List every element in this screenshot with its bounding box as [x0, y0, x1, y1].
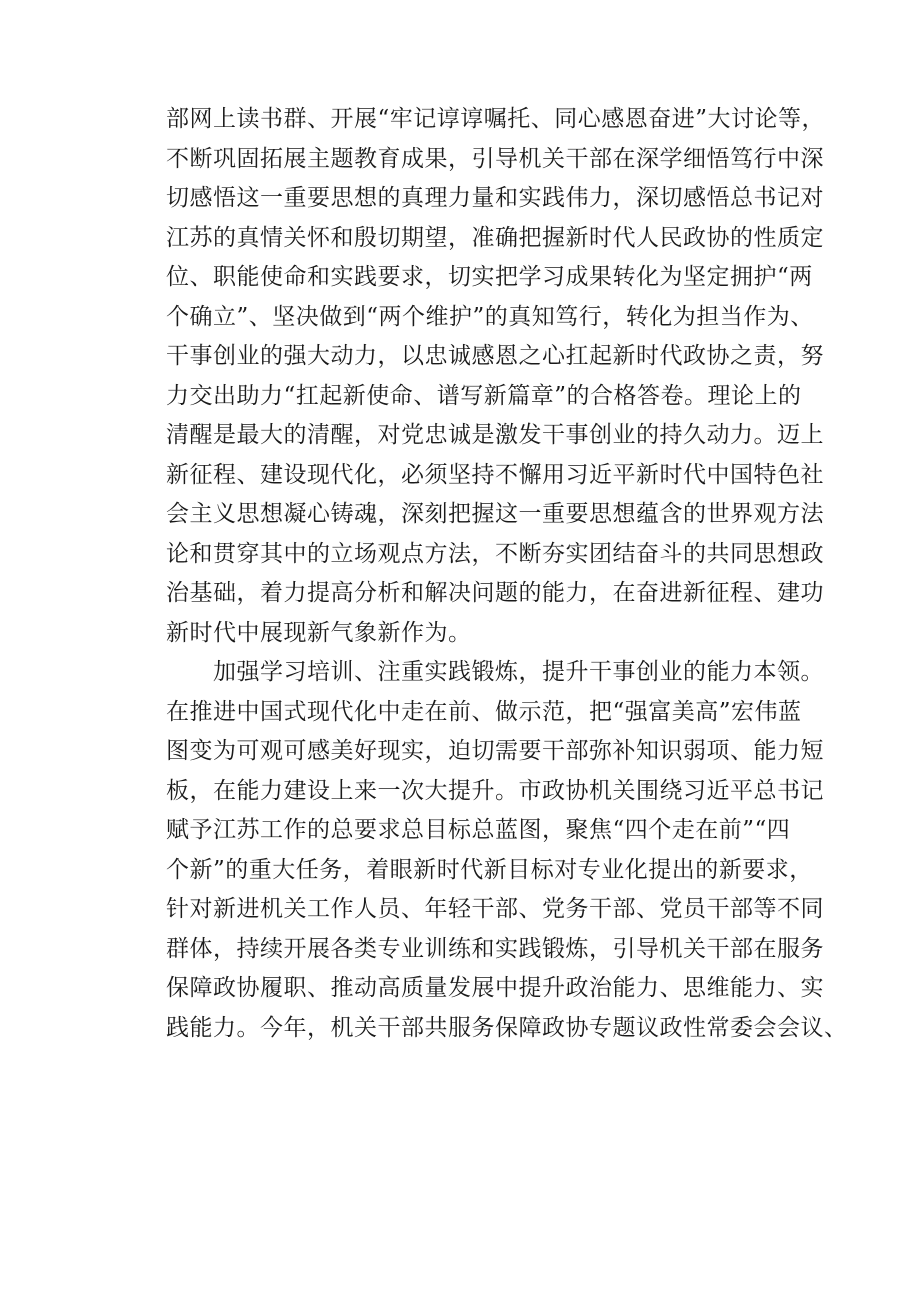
text-line: 部网上读书群、开展“牢记谆谆嘱托、同心感恩奋进”大讨论等，: [166, 106, 826, 132]
text-line: 力交出助力“扛起新使命、谱写新篇章”的合格答卷。理论上的: [166, 382, 802, 409]
text-line: 在推进中国式现代化中走在前、做示范，把“强富美高”宏伟蓝: [166, 698, 802, 725]
body-text: [166, 100, 848, 1048]
text-line: 新时代中展现新气象新作为。: [166, 619, 472, 646]
text-line: 个确立”、坚决做到“两个维护”的真知笃行，转化为担当作为、: [166, 303, 814, 330]
text-line: 江苏的真情关怀和殷切期望，准确把握新时代人民政协的性质定: [166, 224, 824, 251]
text-line: 清醒是最大的清醒，对党忠诚是激发干事创业的持久动力。迈上: [166, 422, 824, 448]
text-line: 赋予江苏工作的总要求总目标总蓝图，聚焦“四个走在前”“四: [166, 817, 791, 843]
text-line: 位、职能使命和实践要求，切实把学习成果转化为坚定拥护“两: [166, 264, 813, 290]
text-line: 新征程、建设现代化，必须坚持不懈用习近平新时代中国特色社: [166, 461, 824, 488]
text-line: 论和贯穿其中的立场观点方法，不断夯实团结奋斗的共同思想政: [166, 540, 824, 567]
paragraph-first-line: 加强学习培训、注重实践锻炼，提升干事创业的能力本领。: [213, 659, 824, 685]
text-line: 群体，持续开展各类专业训练和实践锻炼，引导机关干部在服务: [166, 935, 824, 962]
text-line: 切感悟这一重要思想的真理力量和实践伟力，深切感悟总书记对: [166, 185, 824, 211]
text-line: 保障政协履职、推动高质量发展中提升政治能力、思维能力、实: [166, 975, 824, 1001]
text-line: 会主义思想凝心铸魂，深刻把握这一重要思想蕴含的世界观方法: [166, 501, 824, 527]
text-line: 板，在能力建设上来一次大提升。市政协机关围绕习近平总书记: [166, 777, 824, 804]
text-line: 干事创业的强大动力，以忠诚感恩之心扛起新时代政协之责，努: [166, 343, 824, 369]
text-line: 个新”的重大任务，着眼新时代新目标对专业化提出的新要求，: [166, 856, 813, 883]
text-line: 不断巩固拓展主题教育成果，引导机关干部在深学细悟笃行中深: [166, 145, 824, 172]
text-line: 践能力。今年，机关干部共服务保障政协专题议政性常委会会议、: [166, 1014, 848, 1041]
text-line: 治基础，着力提高分析和解决问题的能力，在奋进新征程、建功: [166, 580, 824, 606]
text-line: 针对新进机关工作人员、年轻干部、党务干部、党员干部等不同: [166, 896, 824, 922]
text-line: 图变为可观可感美好现实，迫切需要干部弥补知识弱项、能力短: [166, 738, 824, 764]
